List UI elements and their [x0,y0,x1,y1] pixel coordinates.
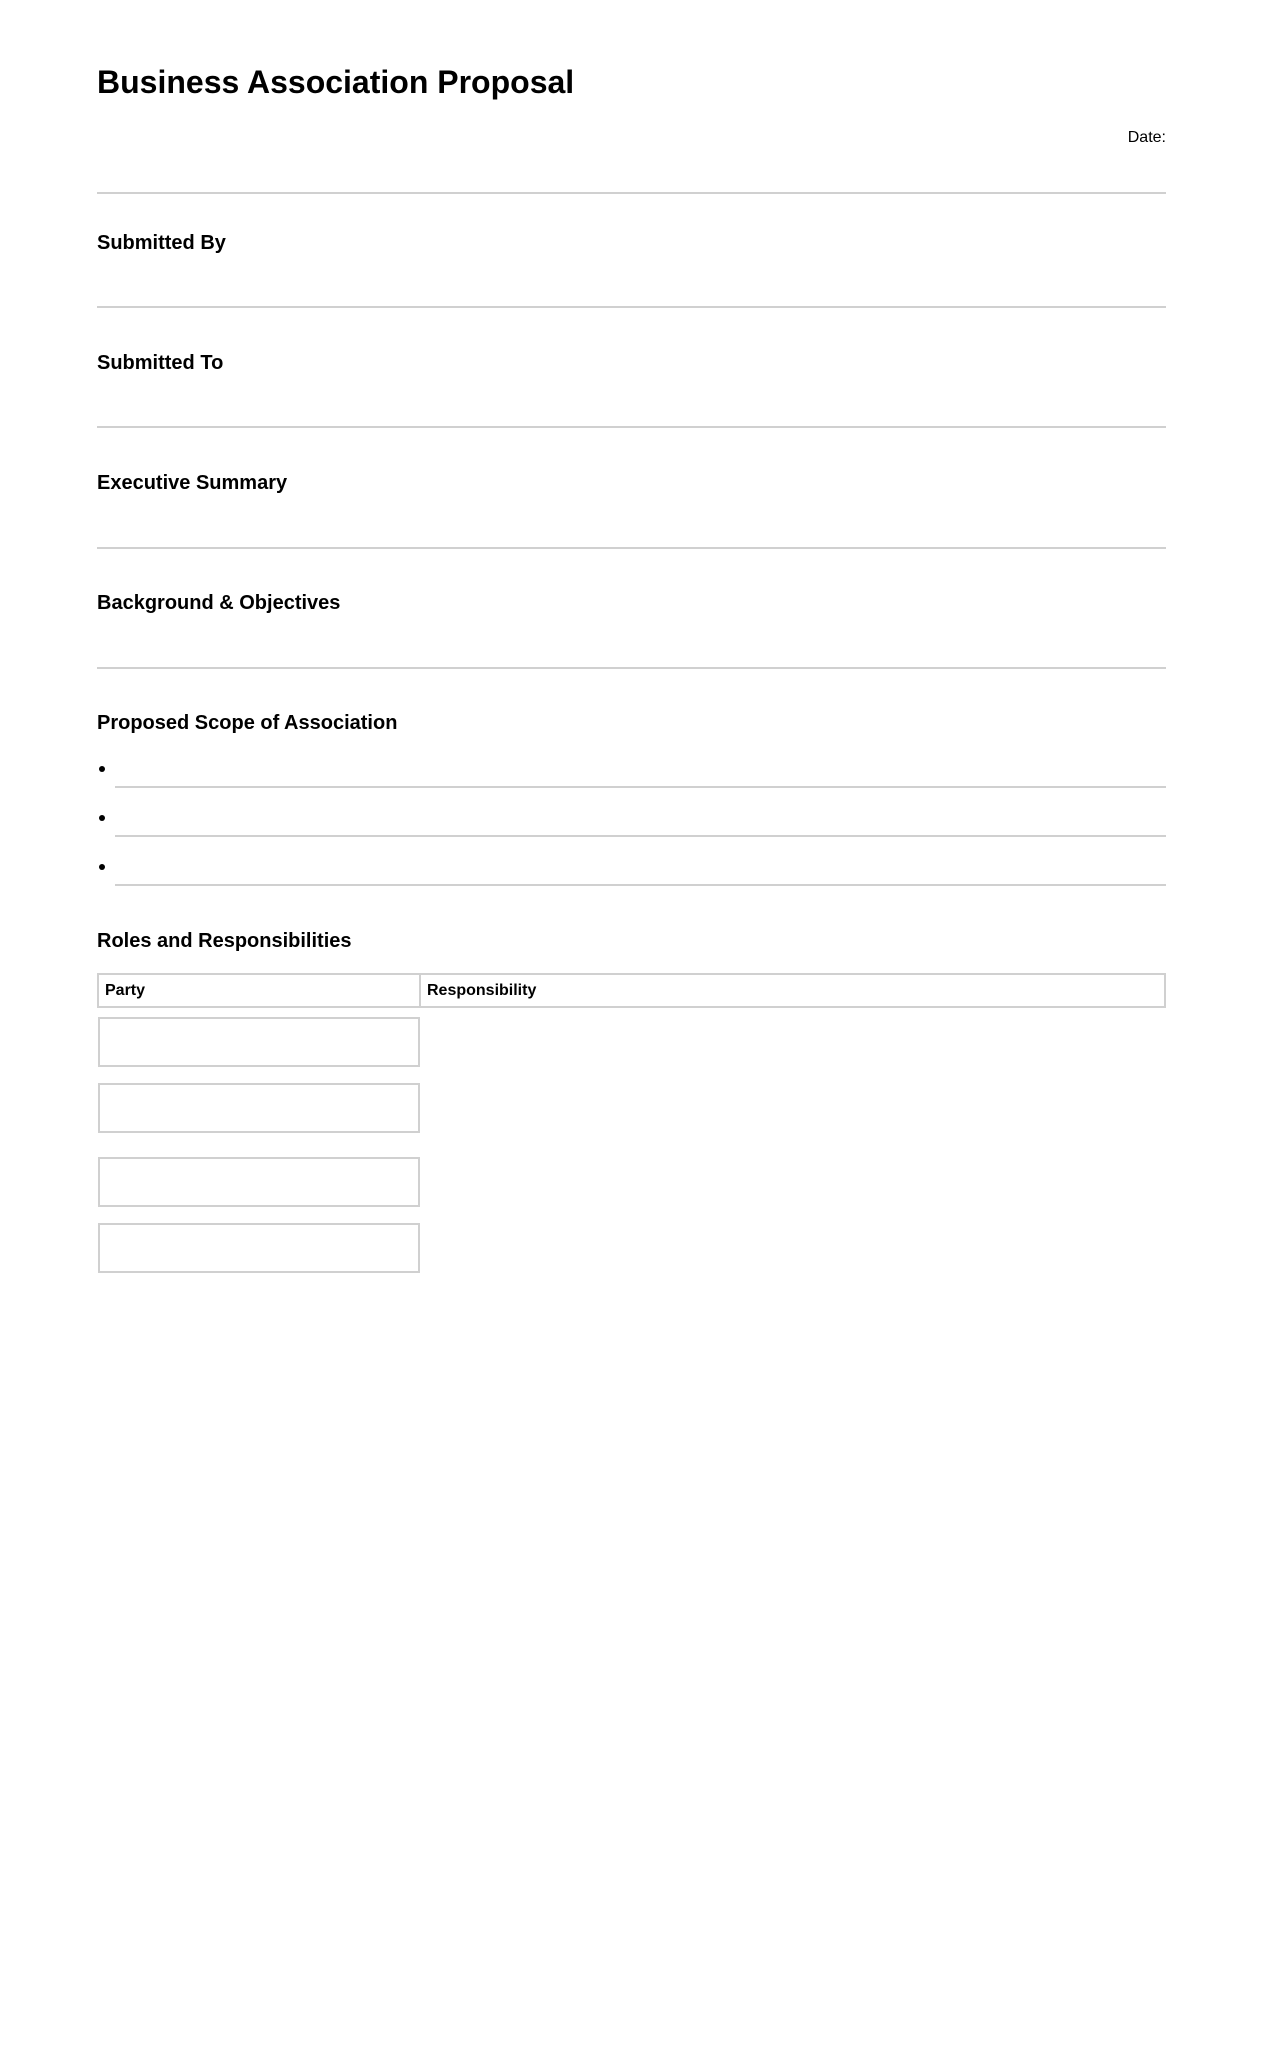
scope-list-item[interactable] [97,864,1166,894]
field-line-background-objectives[interactable] [97,667,1166,669]
column-header-party: Party [99,975,421,1006]
scope-item-line[interactable] [115,884,1166,886]
party-input-1[interactable] [98,1017,420,1067]
heading-background-objectives: Background & Objectives [97,592,341,614]
bullet-icon [99,815,105,821]
divider [97,192,1166,194]
party-input-3[interactable] [98,1157,420,1207]
scope-item-line[interactable] [115,835,1166,837]
heading-submitted-by: Submitted By [97,232,226,254]
scope-list-item[interactable] [97,766,1166,796]
column-header-responsibility: Responsibility [427,982,537,999]
heading-submitted-to: Submitted To [97,352,224,374]
document-title: Business Association Proposal [97,64,575,100]
scope-item-line[interactable] [115,786,1166,788]
heading-roles-responsibilities: Roles and Responsibilities [97,930,352,952]
bullet-icon [99,766,105,772]
field-line-submitted-by[interactable] [97,306,1166,308]
party-input-2[interactable] [98,1083,420,1133]
roles-table-header [97,973,1166,1008]
heading-executive-summary: Executive Summary [97,472,288,494]
field-line-submitted-to[interactable] [97,426,1166,428]
field-line-executive-summary[interactable] [97,547,1166,549]
scope-list-item[interactable] [97,815,1166,845]
date-label: Date: [1127,129,1166,146]
heading-proposed-scope: Proposed Scope of Association [97,712,398,734]
bullet-icon [99,864,105,870]
party-input-4[interactable] [98,1223,420,1273]
